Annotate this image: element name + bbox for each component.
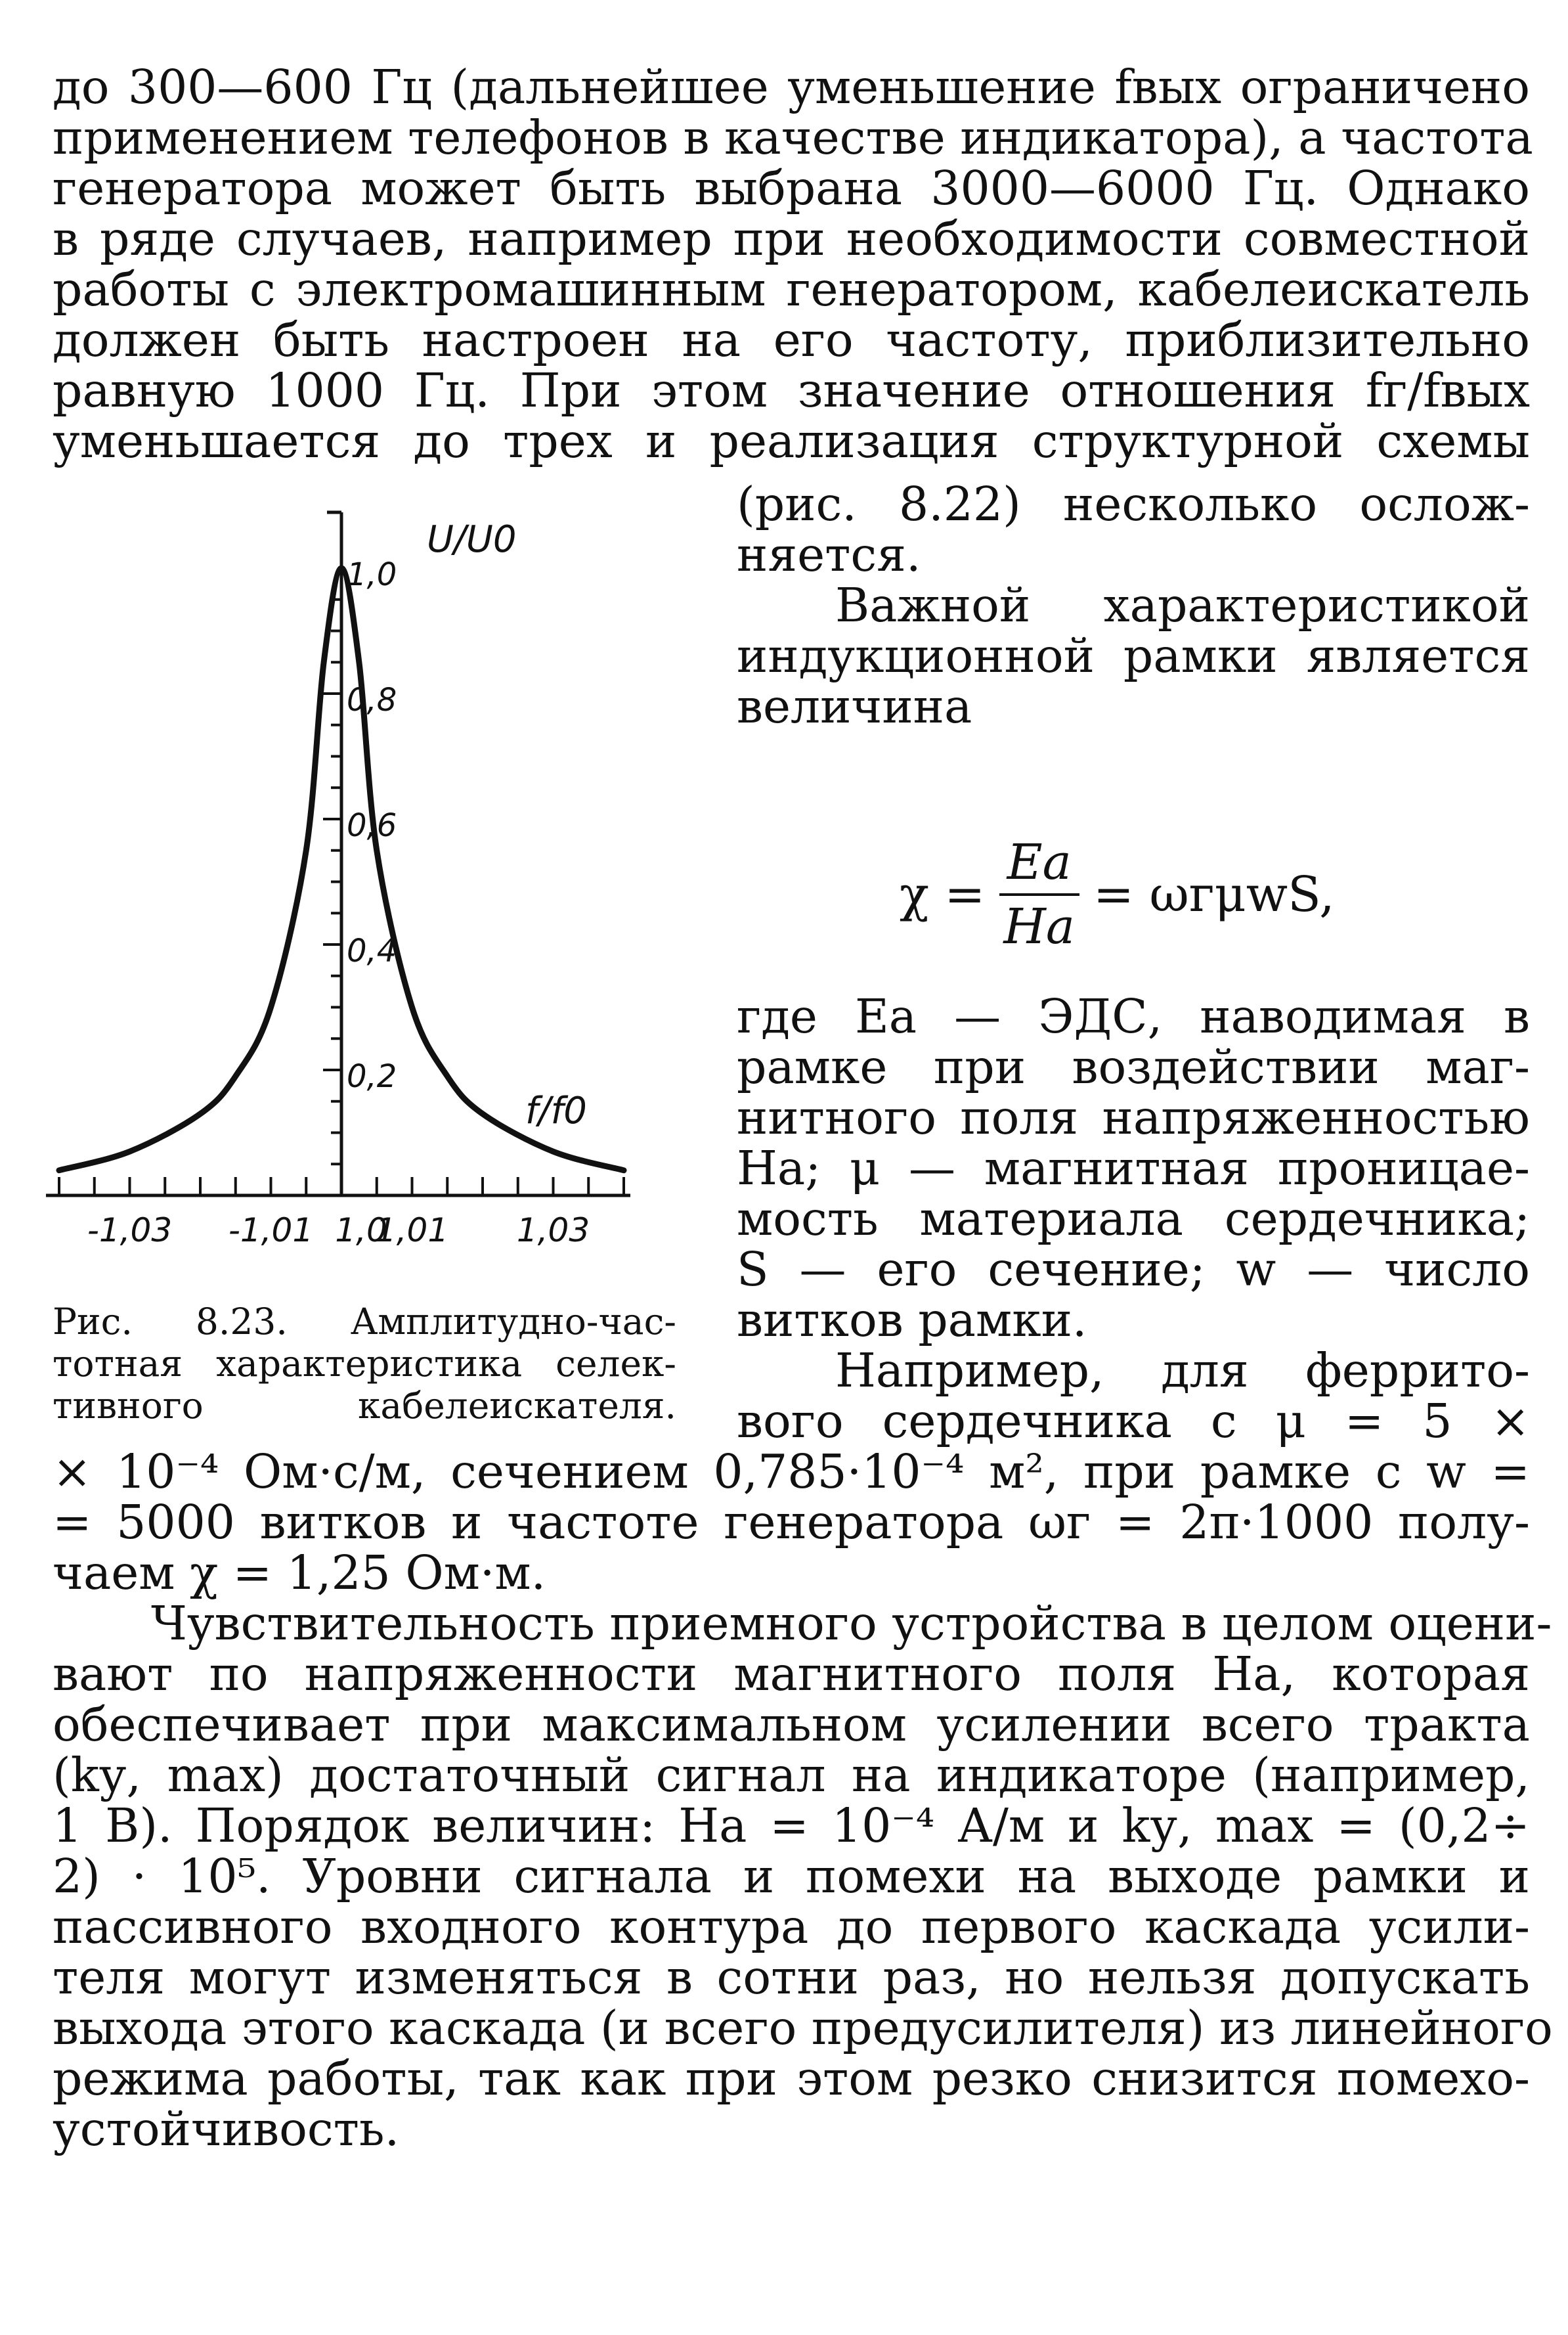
x-tick-label: 1,01 [375, 1211, 449, 1249]
x-tick-label: -1,03 [87, 1211, 173, 1249]
text-line: генератора может быть выбрана 3000—6000 Гц. Однако [53, 161, 1530, 215]
text-line: няется. [737, 527, 921, 582]
formula-fraction [995, 834, 1083, 955]
formula-rhs: = ωгμwS, [1093, 866, 1335, 923]
y-tick-label: 0,2 [347, 1058, 397, 1095]
x-tick-label: 1,0 [335, 1211, 387, 1249]
formula-lhs: χ = [900, 866, 986, 923]
text-line: где Ea — ЭДС, наводимая в [737, 989, 1530, 1044]
text-line: нитного поля напряженностью [737, 1090, 1530, 1145]
text-line: индукционной рамки является [737, 629, 1530, 683]
text-line: Ha; μ — магнитная проницае- [737, 1141, 1530, 1195]
x-tick-label: -1,01 [228, 1211, 314, 1249]
formula-numerator: Ea [999, 834, 1079, 896]
text-line: теля могут изменяться в сотни раз, но нельзя допускать [53, 1950, 1530, 2005]
y-tick-label: 0,6 [347, 807, 397, 844]
text-line: выхода этого каскада (и всего предусилителя) из линейного [53, 2001, 1553, 2055]
text-line: величина [737, 679, 972, 734]
text-line: работы с электромашинным генератором, кабелеискатель [53, 262, 1530, 317]
text-line: чаем χ = 1,25 Ом·м. [53, 1546, 546, 1600]
text-line: = 5000 витков и частоте генератора ωг = 2π·1000 полу- [53, 1495, 1530, 1549]
formula-chi [900, 834, 1335, 955]
text-line: должен быть настроен на его частоту, приблизительно [53, 313, 1530, 367]
text-line: (рис. 8.22) несколько ослож- [737, 477, 1530, 531]
text-line: × 10⁻⁴ Ом·с/м, сечением 0,785·10⁻⁴ м², при рамке с w = [53, 1444, 1530, 1499]
x-tick-label: 1,03 [516, 1211, 590, 1249]
text-line: S — его сечение; w — число [737, 1242, 1530, 1297]
text-line: режима работы, так как при этом резко снизится помехо- [53, 2051, 1530, 2106]
text-line: вают по напряженности магнитного поля Ha, которая [53, 1647, 1530, 1701]
text-line: мость материала сердечника; [737, 1191, 1530, 1246]
text-line: 1 В). Порядок величин: Ha = 10⁻⁴ А/м и kу, max = (0,2÷ [53, 1798, 1530, 1853]
text-line: 2) · 10⁵. Уровни сигнала и помехи на выходе рамки и [53, 1849, 1530, 1903]
text-line: рамке при воздействии маг- [737, 1040, 1530, 1094]
formula-denominator: Ha [1003, 899, 1076, 955]
y-tick-label: 0,4 [347, 933, 397, 969]
text-line: уменьшается до трех и реализация структурной схемы [53, 414, 1530, 468]
text-line: Чувствительность приемного устройства в целом оцени- [151, 1596, 1552, 1651]
figure-caption: тивного кабелеискателя. [53, 1385, 676, 1427]
text-line: Например, для феррито- [835, 1343, 1530, 1398]
text-line: в ряде случаев, например при необходимости совместной [53, 211, 1530, 266]
text-line: устойчивость. [53, 2102, 400, 2156]
text-line: витков рамки. [737, 1293, 1087, 1347]
text-line: обеспечивает при максимальном усилении всего тракта [53, 1697, 1530, 1752]
frequency-response-chart [39, 427, 657, 1294]
text-line: применением телефонов в качестве индикатора), а частота [53, 110, 1533, 165]
figure-caption: тотная характеристика селек- [53, 1343, 676, 1385]
text-line: до 300—600 Гц (дальнейшее уменьшение fвых ограничено [53, 60, 1530, 114]
text-line: вого сердечника с μ = 5 × [737, 1394, 1530, 1448]
figure-caption: Рис. 8.23. Амплитудно-час- [53, 1301, 676, 1343]
y-axis-label: U/U0 [427, 518, 517, 561]
text-line: пассивного входного контура до первого каскада усили- [53, 1900, 1530, 1954]
y-tick-label: 1,0 [347, 556, 397, 593]
x-axis-label: f/f0 [525, 1090, 587, 1132]
chart-svg [39, 427, 657, 1294]
text-line: равную 1000 Гц. При этом значение отношения fг/fвых [53, 363, 1530, 418]
text-line: (kу, max) достаточный сигнал на индикаторе (например, [53, 1748, 1530, 1802]
y-tick-label: 0,8 [347, 682, 397, 719]
text-line: Важной характеристикой [835, 578, 1530, 633]
